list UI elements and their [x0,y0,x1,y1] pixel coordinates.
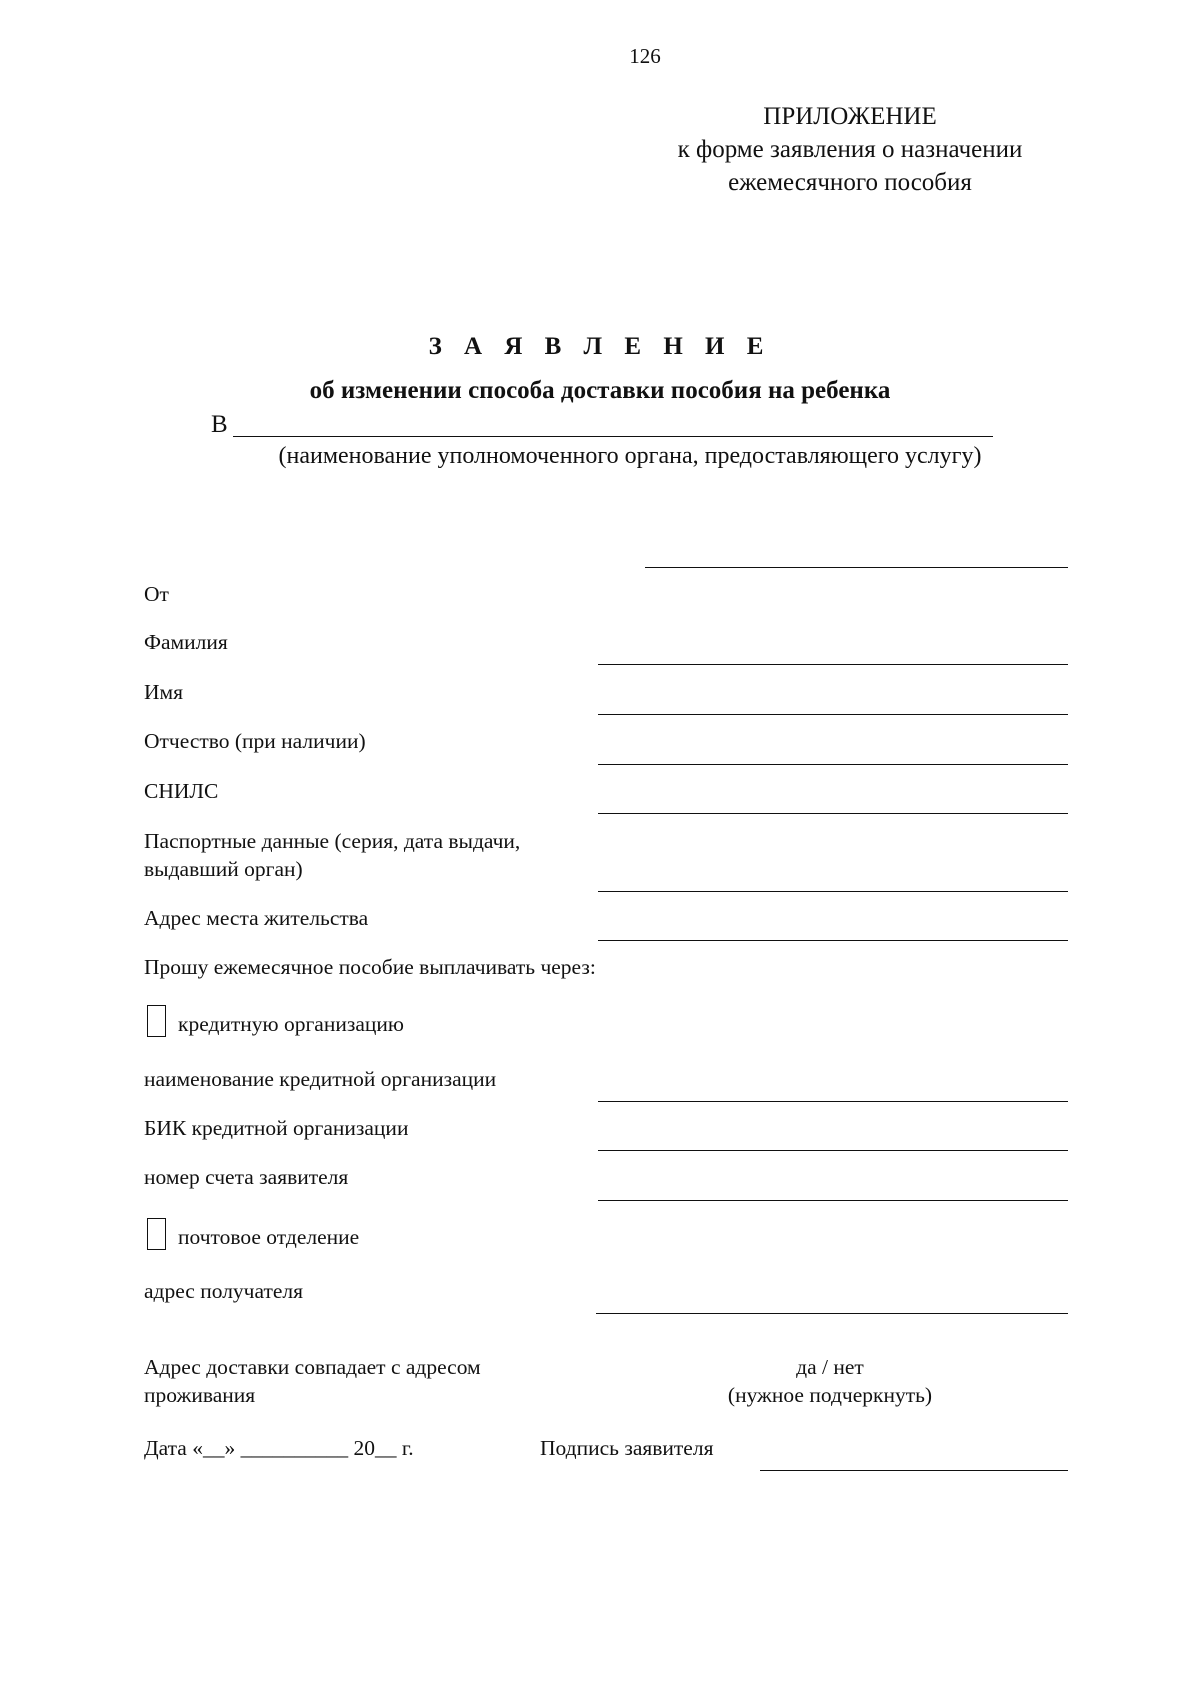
delivery-match-label [144,1353,481,1409]
credit-organization-label: кредитную организацию [178,1012,404,1036]
name-label: Имя [144,680,184,704]
bank-name-field[interactable] [598,1101,1068,1102]
surname-field[interactable] [598,664,1068,665]
name-field[interactable] [598,714,1068,715]
passport-label-line-2: выдавший орган) [144,857,303,881]
recipient-address-field[interactable] [596,1313,1068,1314]
post-office-checkbox[interactable] [147,1218,166,1250]
document-title: З А Я В Л Е Н И Е [428,333,772,360]
date-field[interactable]: Дата «__» __________ 20__ г. [144,1436,414,1460]
recipient-authority-caption: (наименование уполномоченного органа, предоставляющего услугу) [278,443,982,469]
recipient-authority-field[interactable] [233,436,993,437]
delivery-match-choice [690,1353,970,1409]
snils-label: СНИЛС [144,779,219,803]
bank-name-label: наименование кредитной организации [144,1067,497,1091]
account-number-label: номер счета заявителя [144,1165,349,1189]
from-field[interactable] [645,567,1068,568]
surname-label: Фамилия [144,630,228,654]
address-label: Адрес места жительства [144,906,369,930]
passport-field[interactable] [598,891,1068,892]
snils-field[interactable] [598,813,1068,814]
recipient-prefix: В [211,411,228,438]
patronymic-field[interactable] [598,764,1068,765]
document-subtitle: об изменении способа доставки пособия на ребенка [309,377,891,404]
account-number-field[interactable] [598,1200,1068,1201]
appendix-line-2: к форме заявления о назначении [677,136,1023,163]
address-field[interactable] [598,940,1068,941]
payment-request-text: Прошу ежемесячное пособие выплачивать через: [144,955,596,979]
page-number: 126 [629,44,661,68]
delivery-match-label-line-2: проживания [144,1383,256,1407]
bik-field[interactable] [598,1150,1068,1151]
yes-no-choice[interactable]: да / нет [796,1355,864,1379]
bik-label: БИК кредитной организации [144,1116,409,1140]
signature-field[interactable] [760,1470,1068,1471]
appendix-title: ПРИЛОЖЕНИЕ [763,103,937,130]
appendix-line-3: ежемесячного пособия [728,169,972,196]
patronymic-label: Отчество (при наличии) [144,729,366,753]
choice-hint: (нужное подчеркнуть) [727,1383,933,1407]
from-label: От [144,582,169,606]
delivery-match-label-line-1: Адрес доставки совпадает с адресом [144,1355,481,1379]
passport-label-line-1: Паспортные данные (серия, дата выдачи, [144,829,521,853]
passport-label [144,827,520,883]
appendix-header [620,100,1080,199]
recipient-address-label: адрес получателя [144,1279,304,1303]
post-office-label: почтовое отделение [178,1225,360,1249]
signature-label: Подпись заявителя [540,1436,714,1460]
credit-organization-checkbox[interactable] [147,1005,166,1037]
